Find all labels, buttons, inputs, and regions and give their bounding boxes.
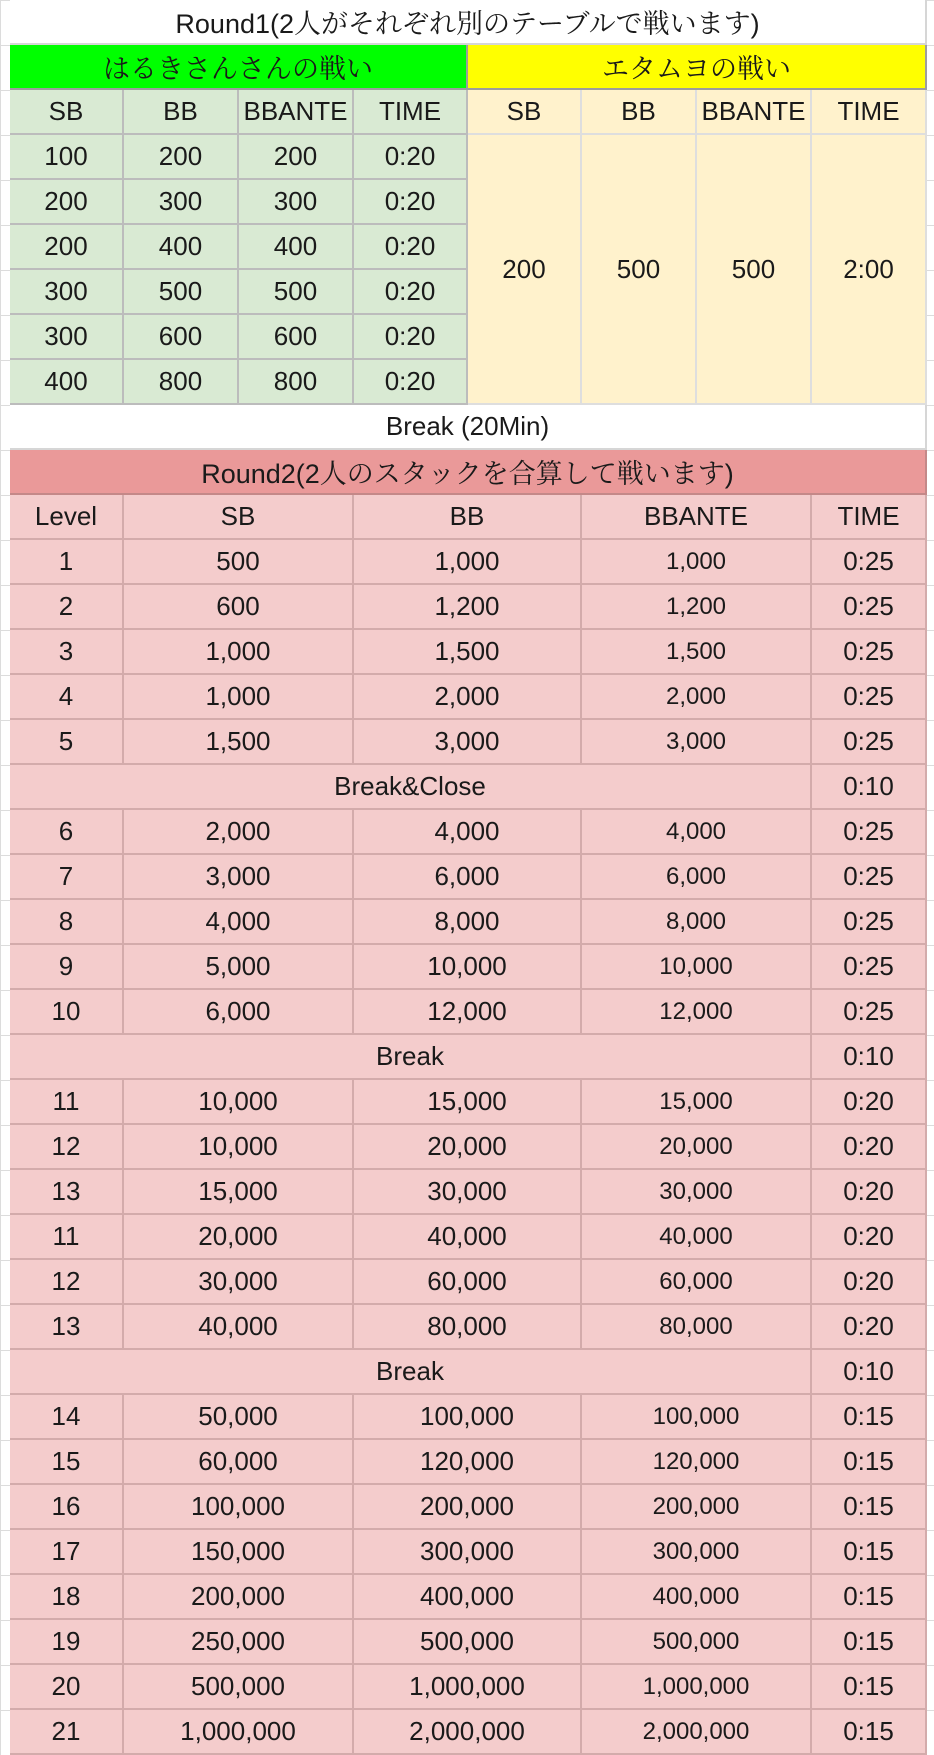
round2-level-cell: 1,000 bbox=[582, 540, 812, 585]
round2-level-cell: 4,000 bbox=[124, 900, 354, 945]
round2-level-cell: 10,000 bbox=[124, 1080, 354, 1125]
left-table-cell: 0:20 bbox=[354, 270, 468, 315]
round2-level-cell: 0:25 bbox=[812, 675, 927, 720]
round2-level-cell: 0:15 bbox=[812, 1395, 927, 1440]
round2-level-cell: 120,000 bbox=[354, 1440, 582, 1485]
round2-level-cell: 6 bbox=[10, 810, 124, 855]
left-table-cell: 400 bbox=[239, 225, 354, 270]
left-table-cell: 0:20 bbox=[354, 135, 468, 180]
round2-header-cell: SB bbox=[124, 495, 354, 540]
left-table-title: はるきさんさんの戦い bbox=[10, 45, 468, 90]
round2-level-cell: 0:15 bbox=[812, 1665, 927, 1710]
round2-break-label: Break bbox=[10, 1035, 812, 1080]
round2-level-cell: 18 bbox=[10, 1575, 124, 1620]
round2-level-cell: 1 bbox=[10, 540, 124, 585]
right-header-cell: SB bbox=[468, 90, 582, 135]
round2-break-label: Break bbox=[10, 1350, 812, 1395]
round2-level-cell: 0:25 bbox=[812, 855, 927, 900]
right-table-cell: 2:00 bbox=[812, 135, 927, 405]
round2-level-cell: 4,000 bbox=[354, 810, 582, 855]
left-table-cell: 500 bbox=[124, 270, 239, 315]
round2-level-cell: 0:15 bbox=[812, 1710, 927, 1755]
round2-level-cell: 10,000 bbox=[582, 945, 812, 990]
round2-level-cell: 15,000 bbox=[354, 1080, 582, 1125]
round2-level-cell: 2,000,000 bbox=[354, 1710, 582, 1755]
left-table-cell: 0:20 bbox=[354, 360, 468, 405]
round2-level-cell: 3,000 bbox=[582, 720, 812, 765]
round2-level-cell: 0:25 bbox=[812, 720, 927, 765]
round2-level-cell: 1,000 bbox=[354, 540, 582, 585]
round2-level-cell: 0:20 bbox=[812, 1215, 927, 1260]
round2-level-cell: 0:20 bbox=[812, 1080, 927, 1125]
round2-break-time: 0:10 bbox=[812, 1350, 927, 1395]
round2-level-cell: 7 bbox=[10, 855, 124, 900]
round2-level-cell: 13 bbox=[10, 1305, 124, 1350]
round2-title: Round2(2人のスタックを合算して戦います) bbox=[10, 450, 927, 495]
left-table-cell: 200 bbox=[239, 135, 354, 180]
right-table-cell: 500 bbox=[697, 135, 812, 405]
round2-level-cell: 1,500 bbox=[124, 720, 354, 765]
round2-level-cell: 40,000 bbox=[354, 1215, 582, 1260]
round2-level-cell: 6,000 bbox=[354, 855, 582, 900]
round2-level-cell: 0:25 bbox=[812, 990, 927, 1035]
round2-level-cell: 60,000 bbox=[354, 1260, 582, 1305]
round2-level-cell: 500,000 bbox=[124, 1665, 354, 1710]
round2-level-cell: 9 bbox=[10, 945, 124, 990]
left-table-cell: 100 bbox=[10, 135, 124, 180]
left-table-cell: 200 bbox=[124, 135, 239, 180]
round2-level-cell: 2,000 bbox=[582, 675, 812, 720]
left-table-cell: 300 bbox=[10, 315, 124, 360]
round2-level-cell: 1,000,000 bbox=[354, 1665, 582, 1710]
round2-header-cell: Level bbox=[10, 495, 124, 540]
round2-level-cell: 6,000 bbox=[124, 990, 354, 1035]
round2-level-cell: 10,000 bbox=[354, 945, 582, 990]
round2-level-cell: 20,000 bbox=[354, 1125, 582, 1170]
round2-level-cell: 5,000 bbox=[124, 945, 354, 990]
round2-level-cell: 15 bbox=[10, 1440, 124, 1485]
round2-level-cell: 2,000 bbox=[124, 810, 354, 855]
round2-level-cell: 4 bbox=[10, 675, 124, 720]
round2-level-cell: 0:15 bbox=[812, 1575, 927, 1620]
right-table-title: エタムヨの戦い bbox=[468, 45, 927, 90]
round2-level-cell: 21 bbox=[10, 1710, 124, 1755]
round2-level-cell: 400,000 bbox=[354, 1575, 582, 1620]
left-table-cell: 400 bbox=[124, 225, 239, 270]
left-header-cell: BBANTE bbox=[239, 90, 354, 135]
round2-level-cell: 11 bbox=[10, 1080, 124, 1125]
left-table-cell: 800 bbox=[239, 360, 354, 405]
round2-level-cell: 12,000 bbox=[582, 990, 812, 1035]
round2-header-cell: TIME bbox=[812, 495, 927, 540]
round2-level-cell: 0:20 bbox=[812, 1305, 927, 1350]
round2-level-cell: 60,000 bbox=[124, 1440, 354, 1485]
round2-level-cell: 30,000 bbox=[582, 1170, 812, 1215]
left-table-cell: 200 bbox=[10, 225, 124, 270]
round2-level-cell: 12 bbox=[10, 1125, 124, 1170]
round2-level-cell: 10 bbox=[10, 990, 124, 1035]
round2-level-cell: 6,000 bbox=[582, 855, 812, 900]
round2-level-cell: 20,000 bbox=[124, 1215, 354, 1260]
left-table-cell: 0:20 bbox=[354, 225, 468, 270]
round2-level-cell: 1,000 bbox=[124, 675, 354, 720]
round2-level-cell: 0:20 bbox=[812, 1260, 927, 1305]
right-header-cell: BBANTE bbox=[697, 90, 812, 135]
left-header-cell: SB bbox=[10, 90, 124, 135]
round2-level-cell: 0:15 bbox=[812, 1620, 927, 1665]
right-header-cell: TIME bbox=[812, 90, 927, 135]
round2-level-cell: 0:25 bbox=[812, 630, 927, 675]
round2-break-time: 0:10 bbox=[812, 765, 927, 810]
round2-level-cell: 500 bbox=[124, 540, 354, 585]
round2-level-cell: 4,000 bbox=[582, 810, 812, 855]
round2-level-cell: 0:25 bbox=[812, 900, 927, 945]
round2-level-cell: 2 bbox=[10, 585, 124, 630]
round2-level-cell: 600 bbox=[124, 585, 354, 630]
round2-level-cell: 0:25 bbox=[812, 945, 927, 990]
round2-level-cell: 1,500 bbox=[582, 630, 812, 675]
left-table-cell: 200 bbox=[10, 180, 124, 225]
round2-level-cell: 100,000 bbox=[124, 1485, 354, 1530]
round2-level-cell: 20 bbox=[10, 1665, 124, 1710]
left-table-cell: 0:20 bbox=[354, 180, 468, 225]
round2-level-cell: 15,000 bbox=[582, 1080, 812, 1125]
round2-level-cell: 50,000 bbox=[124, 1395, 354, 1440]
round2-level-cell: 8,000 bbox=[354, 900, 582, 945]
round2-level-cell: 12,000 bbox=[354, 990, 582, 1035]
round2-level-cell: 300,000 bbox=[582, 1530, 812, 1575]
round2-level-cell: 0:20 bbox=[812, 1170, 927, 1215]
right-header-cell: BB bbox=[582, 90, 697, 135]
round2-level-cell: 2,000 bbox=[354, 675, 582, 720]
round2-level-cell: 1,000 bbox=[124, 630, 354, 675]
round2-level-cell: 300,000 bbox=[354, 1530, 582, 1575]
round2-break-label: Break&Close bbox=[10, 765, 812, 810]
round1-title: Round1(2人がそれぞれ別のテーブルで戦います) bbox=[10, 0, 927, 45]
round2-level-cell: 40,000 bbox=[582, 1215, 812, 1260]
round2-level-cell: 100,000 bbox=[582, 1395, 812, 1440]
left-header-cell: TIME bbox=[354, 90, 468, 135]
round2-level-cell: 13 bbox=[10, 1170, 124, 1215]
round2-level-cell: 1,200 bbox=[354, 585, 582, 630]
round2-level-cell: 16 bbox=[10, 1485, 124, 1530]
round2-break-time: 0:10 bbox=[812, 1035, 927, 1080]
left-table-cell: 300 bbox=[239, 180, 354, 225]
round2-level-cell: 3,000 bbox=[124, 855, 354, 900]
left-table-cell: 600 bbox=[124, 315, 239, 360]
round2-level-cell: 0:25 bbox=[812, 540, 927, 585]
left-table-cell: 500 bbox=[239, 270, 354, 315]
round2-level-cell: 3 bbox=[10, 630, 124, 675]
round2-level-cell: 1,200 bbox=[582, 585, 812, 630]
round2-level-cell: 80,000 bbox=[582, 1305, 812, 1350]
break-row: Break (20Min) bbox=[10, 405, 927, 450]
round2-level-cell: 14 bbox=[10, 1395, 124, 1440]
round2-level-cell: 30,000 bbox=[124, 1260, 354, 1305]
round2-level-cell: 11 bbox=[10, 1215, 124, 1260]
left-table-cell: 300 bbox=[10, 270, 124, 315]
round2-level-cell: 30,000 bbox=[354, 1170, 582, 1215]
round2-level-cell: 0:15 bbox=[812, 1530, 927, 1575]
round2-level-cell: 17 bbox=[10, 1530, 124, 1575]
round2-level-cell: 80,000 bbox=[354, 1305, 582, 1350]
round2-level-cell: 1,000,000 bbox=[582, 1665, 812, 1710]
left-table-cell: 800 bbox=[124, 360, 239, 405]
round2-level-cell: 0:15 bbox=[812, 1485, 927, 1530]
round2-level-cell: 20,000 bbox=[582, 1125, 812, 1170]
round2-level-cell: 500,000 bbox=[354, 1620, 582, 1665]
round2-level-cell: 5 bbox=[10, 720, 124, 765]
round2-level-cell: 100,000 bbox=[354, 1395, 582, 1440]
round2-level-cell: 200,000 bbox=[124, 1575, 354, 1620]
round2-level-cell: 8,000 bbox=[582, 900, 812, 945]
left-table-cell: 400 bbox=[10, 360, 124, 405]
round2-level-cell: 3,000 bbox=[354, 720, 582, 765]
round2-level-cell: 19 bbox=[10, 1620, 124, 1665]
left-header-cell: BB bbox=[124, 90, 239, 135]
right-table-cell: 500 bbox=[582, 135, 697, 405]
round2-level-cell: 120,000 bbox=[582, 1440, 812, 1485]
round2-level-cell: 0:15 bbox=[812, 1440, 927, 1485]
round2-level-cell: 0:25 bbox=[812, 585, 927, 630]
round2-level-cell: 10,000 bbox=[124, 1125, 354, 1170]
round2-level-cell: 60,000 bbox=[582, 1260, 812, 1305]
left-table-cell: 300 bbox=[124, 180, 239, 225]
round2-header-cell: BBANTE bbox=[582, 495, 812, 540]
round2-level-cell: 15,000 bbox=[124, 1170, 354, 1215]
round2-level-cell: 8 bbox=[10, 900, 124, 945]
round2-level-cell: 250,000 bbox=[124, 1620, 354, 1665]
left-table-cell: 0:20 bbox=[354, 315, 468, 360]
round2-level-cell: 200,000 bbox=[354, 1485, 582, 1530]
round2-level-cell: 0:20 bbox=[812, 1125, 927, 1170]
round2-level-cell: 1,500 bbox=[354, 630, 582, 675]
round2-level-cell: 200,000 bbox=[582, 1485, 812, 1530]
round2-level-cell: 0:25 bbox=[812, 810, 927, 855]
round2-level-cell: 400,000 bbox=[582, 1575, 812, 1620]
round2-level-cell: 1,000,000 bbox=[124, 1710, 354, 1755]
round2-level-cell: 500,000 bbox=[582, 1620, 812, 1665]
round2-level-cell: 150,000 bbox=[124, 1530, 354, 1575]
round2-level-cell: 2,000,000 bbox=[582, 1710, 812, 1755]
right-table-cell: 200 bbox=[468, 135, 582, 405]
round2-header-cell: BB bbox=[354, 495, 582, 540]
left-table-cell: 600 bbox=[239, 315, 354, 360]
round2-level-cell: 40,000 bbox=[124, 1305, 354, 1350]
round2-level-cell: 12 bbox=[10, 1260, 124, 1305]
